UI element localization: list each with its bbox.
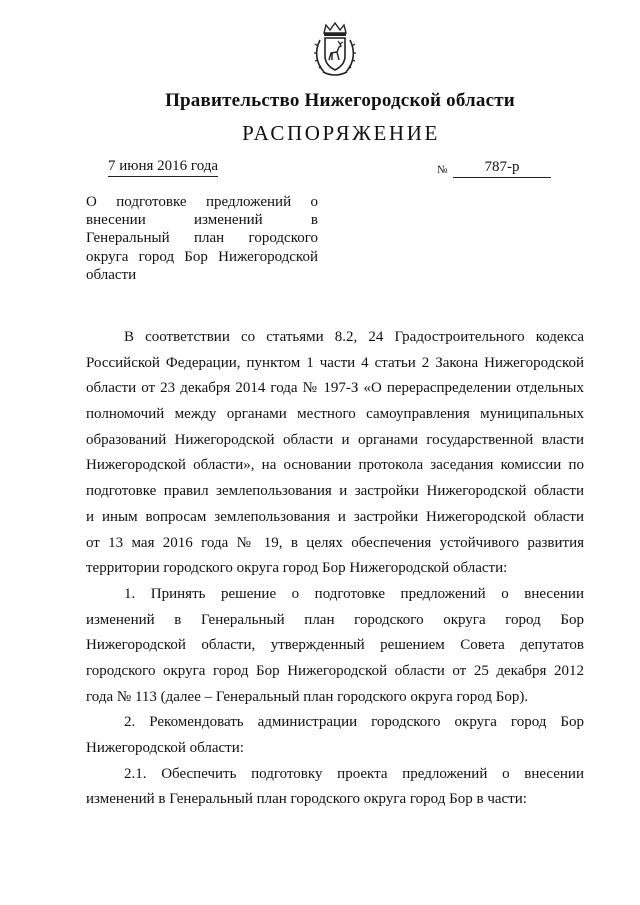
coat-of-arms-emblem	[312, 22, 358, 78]
body-line: области от 23 декабря 2014 года № 197-З «О перераспределении отдельных	[86, 380, 584, 397]
document-type: РАСПОРЯЖЕНИЕ	[242, 121, 440, 145]
clause-1-line: года № 113 (далее – Генеральный план городского округа город Бор).	[86, 688, 529, 705]
clause-2-line: 2. Рекомендовать администрации городского округа город Бор	[124, 714, 584, 731]
body-line: В соответствии со статьями 8.2, 24 Градостроительного кодекса	[124, 329, 584, 345]
body-line: подготовке правил землепользования и застройки Нижегородской области	[86, 483, 584, 500]
body-line: полномочий между органами местного самоуправления муниципальных	[86, 406, 584, 423]
body-line: Российской Федерации, пунктом 1 части 4 статьи 2 Закона Нижегородской	[86, 354, 584, 371]
body-line: территории городского округа город Бор Нижегородской области:	[86, 560, 508, 577]
clause-2-1-line: 2.1. Обеспечить подготовку проекта предложений о внесении	[124, 765, 584, 782]
body-line: и иным вопросам землепользования и застройки Нижегородской области	[86, 508, 584, 525]
subject-line: Генеральный план городского	[86, 230, 318, 247]
document-body	[86, 325, 584, 813]
subject-line: внесении изменений в	[86, 212, 318, 229]
body-line: образований Нижегородской области и органами государственной власти	[86, 431, 584, 448]
body-line: Нижегородской области», на основании протокола заседания комиссии по	[86, 457, 584, 474]
document-date: 7 июня 2016 года	[108, 158, 218, 177]
clause-1-line: Нижегородской области, утвержденный решением Совета депутатов	[86, 637, 584, 654]
document-number-label: №	[437, 164, 448, 176]
subject-line: области	[86, 266, 137, 283]
document-number: 787-р	[453, 159, 551, 178]
clause-2-line: Нижегородской области:	[86, 740, 244, 756]
government-title: Правительство Нижегородской области	[165, 90, 515, 111]
subject-line: округа город Бор Нижегородской	[86, 248, 318, 265]
document-subject	[86, 193, 318, 284]
body-line: от 13 мая 2016 года № 19, в целях обеспечения устойчивого развития	[86, 534, 584, 551]
subject-line: О подготовке предложений о	[86, 194, 318, 210]
clause-1-line: 1. Принять решение о подготовке предложений о внесении	[124, 585, 584, 602]
clause-1-line: изменений в Генеральный план городского округа город Бор	[86, 611, 584, 628]
clause-2-1-line: изменений в Генеральный план городского округа город Бор в части:	[86, 791, 527, 808]
clause-1-line: городского округа город Бор Нижегородской области от 25 декабря 2012	[86, 662, 584, 679]
